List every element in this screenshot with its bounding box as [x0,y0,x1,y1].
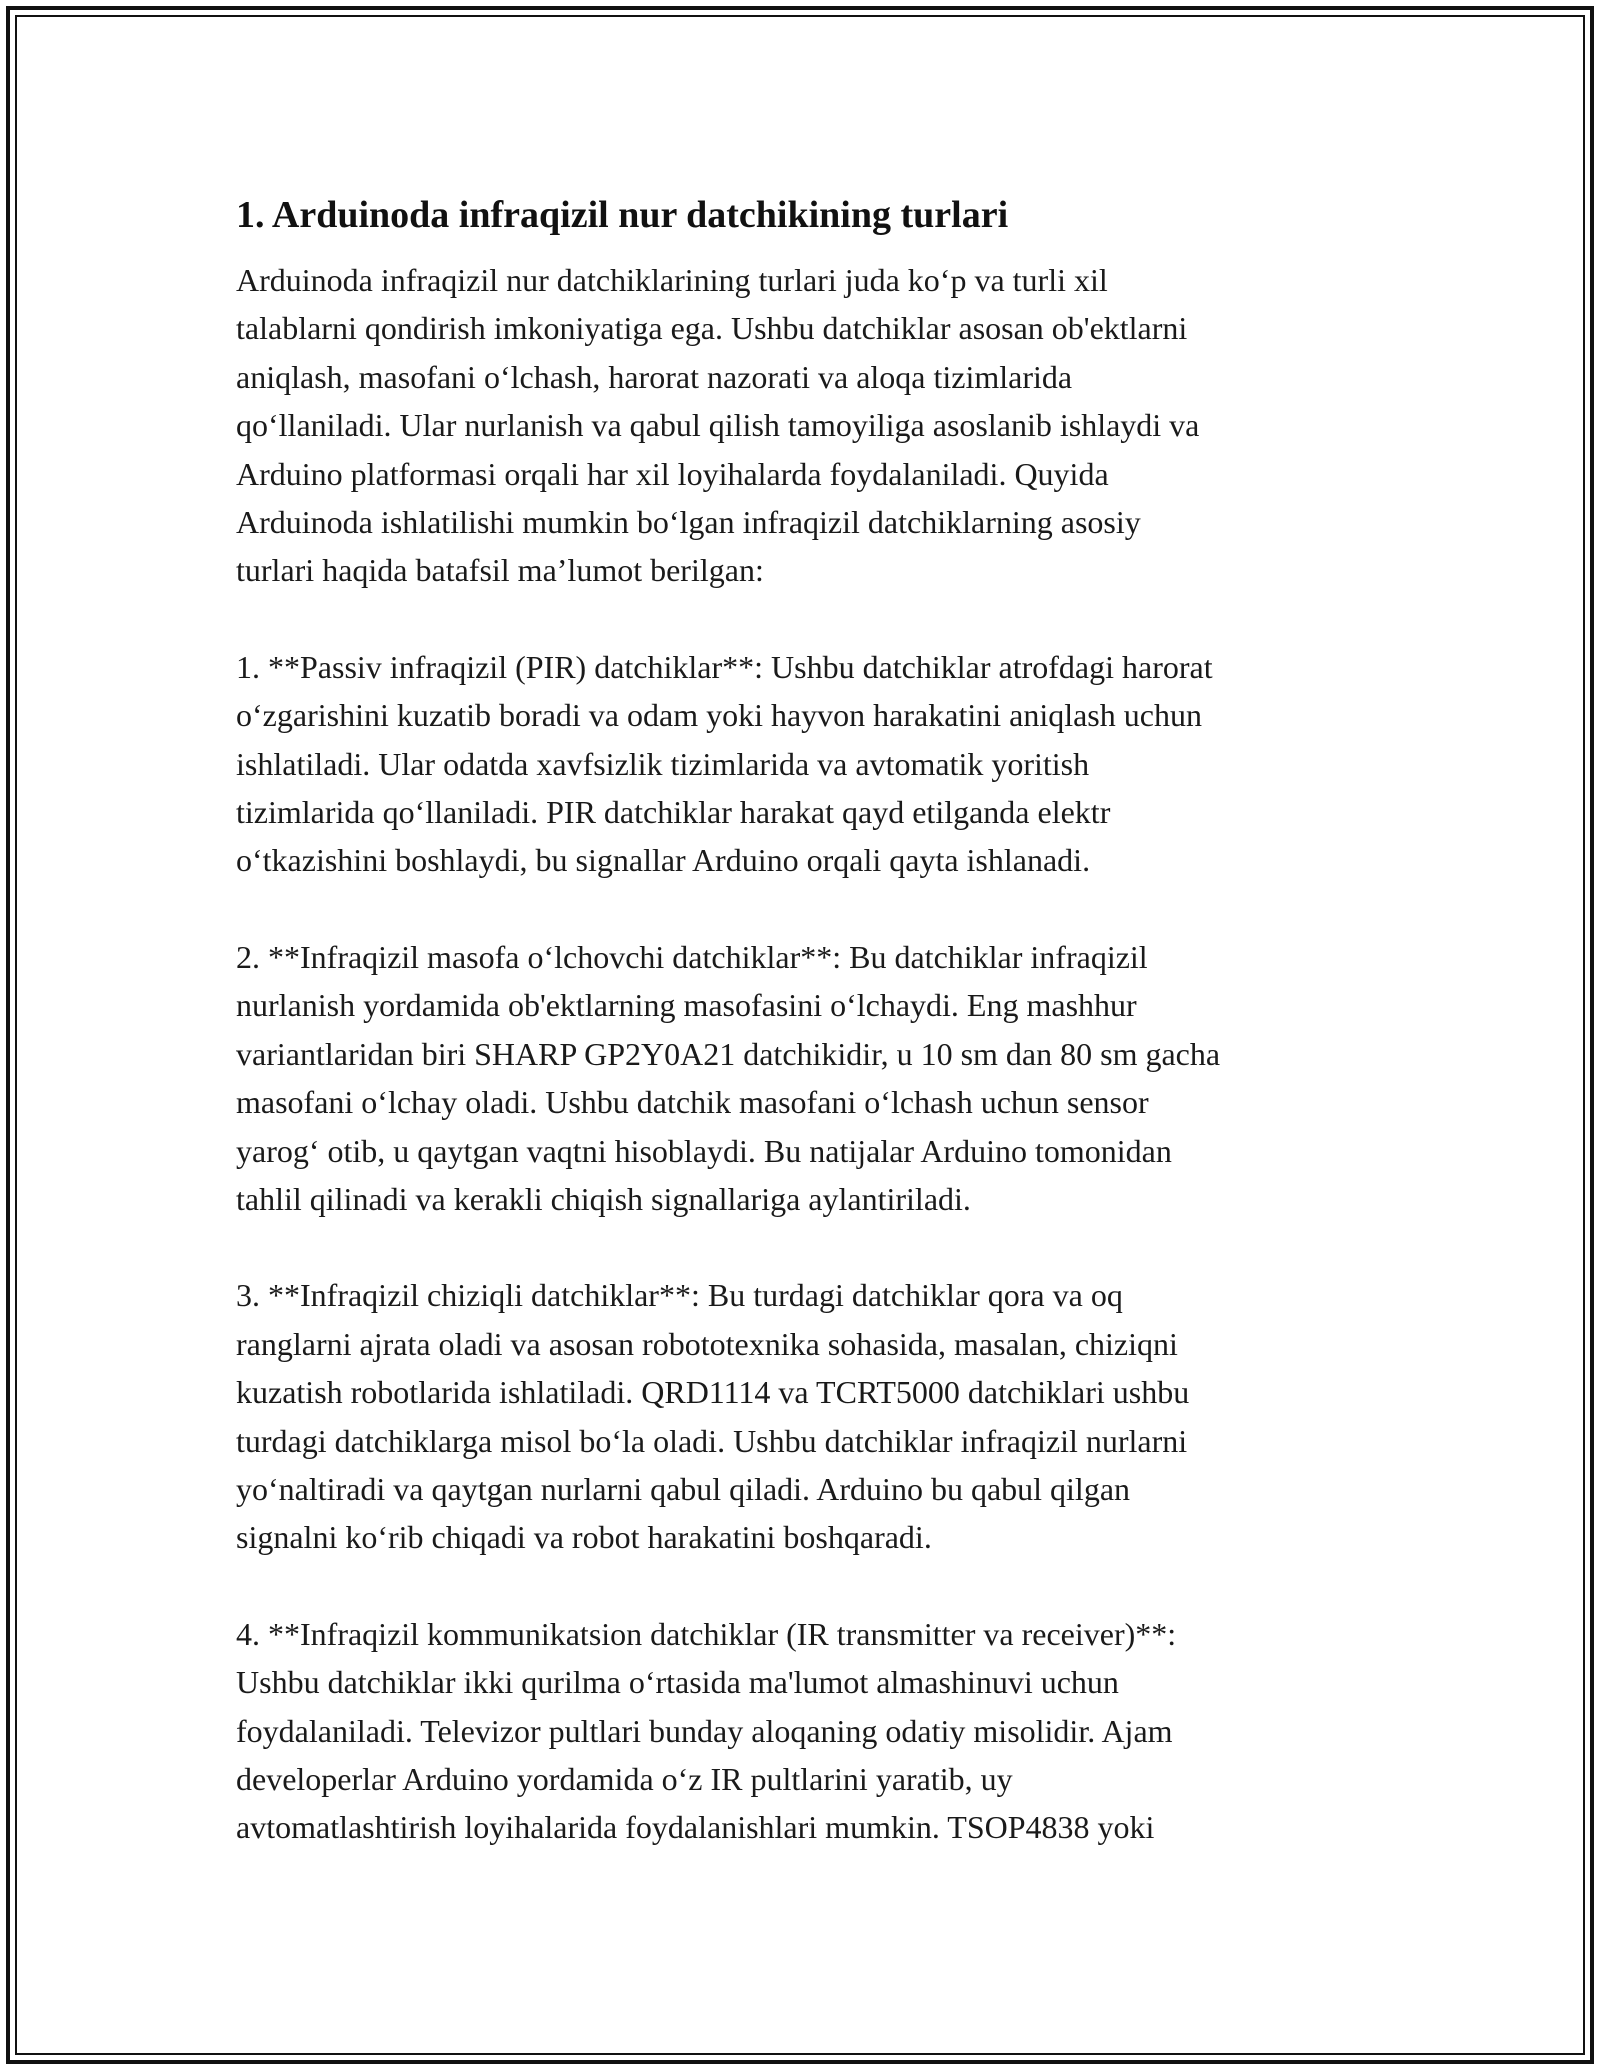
text-line: o‘zgarishini kuzatib boradi va odam yoki hayvon harakatini aniqlash uchun [236,697,1202,734]
text-line: yo‘naltiradi va qaytgan nurlarni qabul qiladi. Arduino bu qabul qilgan [236,1470,1131,1507]
text-line: qo‘llaniladi. Ular nurlanish va qabul qilish tamoyiliga asoslanib ishlaydi va [236,407,1200,444]
section-heading: 1. Arduinoda infraqizil nur datchikining turlari [236,194,1009,236]
text-line: 3. **Infraqizil chiziqli datchiklar**: Bu turdagi datchiklar qora va oq [236,1277,1123,1314]
text-line: turdagi datchiklarga misol bo‘la oladi. Ushbu datchiklar infraqizil nurlarni [236,1422,1188,1459]
text-line: tahlil qilinadi va kerakli chiqish signallariga aylantiriladi. [236,1180,971,1217]
text-line: tizimlarida qo‘llaniladi. PIR datchiklar harakat qayd etilganda elektr [236,794,1111,831]
list-item-pir [236,643,1376,885]
text-line: Arduinoda ishlatilishi mumkin bo‘lgan infraqizil datchiklarning asosiy [236,504,1141,541]
text-line: avtomatlashtirish loyihalarida foydalanishlari mumkin. TSOP4838 yoki [236,1809,1155,1846]
text-line: yarog‘ otib, u qaytgan vaqtni hisoblaydi. Bu natijalar Arduino tomonidan [236,1132,1172,1169]
list-item-distance [236,933,1376,1223]
text-line: masofani o‘lchay oladi. Ushbu datchik masofani o‘lchash uchun sensor [236,1084,1149,1121]
document-body [236,190,1376,1852]
text-line: aniqlash, masofani o‘lchash, harorat nazorati va aloqa tizimlarida [236,358,1073,395]
text-line: ranglarni ajrata oladi va asosan robototexnika sohasida, masalan, chiziqni [236,1325,1178,1362]
text-line: 2. **Infraqizil masofa o‘lchovchi datchiklar**: Bu datchiklar infraqizil [236,938,1148,975]
text-line: 4. **Infraqizil kommunikatsion datchiklar (IR transmitter va receiver)**: [236,1615,1177,1652]
text-line: nurlanish yordamida ob'ektlarning masofasini o‘lchaydi. Eng mashhur [236,987,1137,1024]
text-line: Ushbu datchiklar ikki qurilma o‘rtasida ma'lumot almashinuvi uchun [236,1664,1119,1701]
text-line: ishlatiladi. Ular odatda xavfsizlik tizimlarida va avtomatik yoritish [236,745,1090,782]
list-item-communication [236,1610,1376,1852]
text-line: o‘tkazishini boshlaydi, bu signallar Arduino orqali qayta ishlanadi. [236,842,1091,879]
text-line: turlari haqida batafsil ma’lumot berilgan: [236,552,764,589]
text-line: developerlar Arduino yordamida o‘z IR pultlarini yaratib, uy [236,1760,1013,1797]
text-line: talablarni qondirish imkoniyatiga ega. Ushbu datchiklar asosan ob'ektlarni [236,310,1188,347]
text-line: variantlaridan biri SHARP GP2Y0A21 datchikidir, u 10 sm dan 80 sm gacha [236,1035,1221,1072]
text-line: 1. **Passiv infraqizil (PIR) datchiklar**: Ushbu datchiklar atrofdagi harorat [236,648,1213,685]
text-line: kuzatish robotlarida ishlatiladi. QRD1114 va TCRT5000 datchiklari ushbu [236,1374,1190,1411]
list-item-line-sensor [236,1271,1376,1561]
text-line: Arduinoda infraqizil nur datchiklarining turlari juda ko‘p va turli xil [236,262,1108,298]
text-line: signalni ko‘rib chiqadi va robot harakatini boshqaradi. [236,1519,932,1556]
text-line: Arduino platformasi orqali har xil loyihalarda foydalaniladi. Quyida [236,455,1109,492]
intro-paragraph [236,256,1376,595]
text-line: foydalaniladi. Televizor pultlari bunday aloqaning odatiy misolidir. Ajam [236,1712,1173,1749]
